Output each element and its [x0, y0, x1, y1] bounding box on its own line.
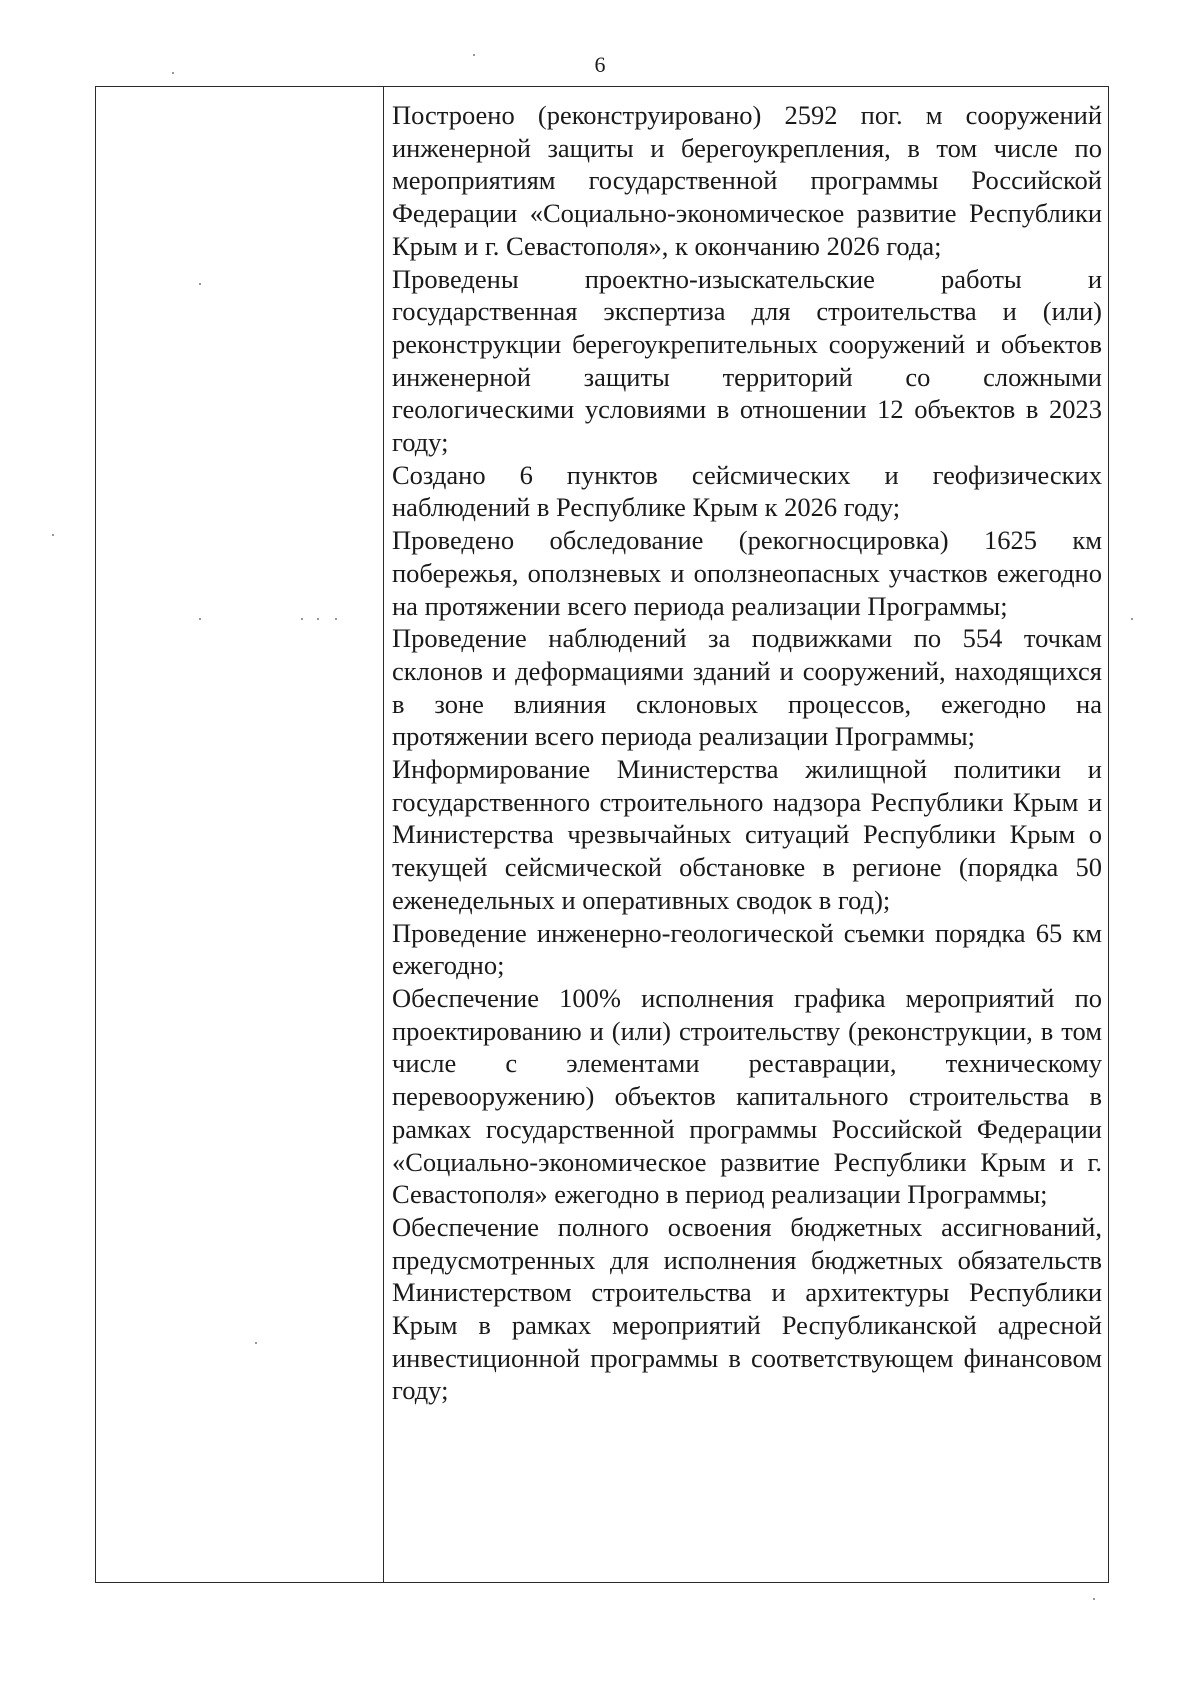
scan-speck [335, 618, 337, 620]
paragraph-ministry-informing: Информирование Министерства жилищной политики и государственного строительного надзора Республики Крым и Министерства чрезвычайных ситуаций Республики Крым о текущей сейсмической обстановке в регионе (порядка 50 еженедельных и оперативных сводок в год); [392, 754, 1102, 915]
paragraph-budget-spending: Обеспечение полного освоения бюджетных ассигнований, предусмотренных для исполнения бюджетных обязательств Министерством строительства и архитектуры Республики Крым в рамках мероприятий Республиканской адресной инвестиционной программы в соответствующем финансовом году; [392, 1211, 1102, 1406]
paragraph-schedule-execution: Обеспечение 100% исполнения графика мероприятий по проектированию и (или) строительству (реконструкции, в том числе с элементами реставрации, техническому перевооружению) объектов капитального строительства в рамках государственной программы Российской Федерации «Социально-экономическое развитие Республики Крым и г. Севастополя» ежегодно в период реализации Программы; [392, 982, 1102, 1210]
paragraph-shore-protection: Построено (реконструировано) 2592 пог. м сооружений инженерной защиты и берегоукрепления, в том числе по мероприятиям государственной программы Российской Федерации «Социально-экономическое развитие Республики Крым и г. Севастополя», к окончанию 2026 года; [392, 100, 1102, 261]
document-table [95, 86, 1109, 1583]
paragraph-geological-survey: Проведение инженерно-геологической съемки порядка 65 км ежегодно; [392, 917, 1102, 981]
paragraph-slope-monitoring: Проведение наблюдений за подвижками по 554 точкам склонов и деформациями зданий и сооружений, находящихся в зоне влияния склоновых процессов, ежегодно на протяжении всего периода реализации Программы; [392, 623, 1102, 752]
scan-speck [199, 618, 201, 620]
scan-speck [473, 54, 475, 56]
scan-speck [52, 534, 54, 536]
scan-speck [172, 72, 174, 74]
paragraph-survey-works: Проведены проектно-изыскательские работы и государственная экспертиза для строительства и (или) реконструкции берегоукрепительных сооружений и объектов инженерной защиты территорий со сложными геологическими условиями в отношении 12 объектов в 2023 году; [392, 263, 1102, 458]
paragraph-seismic-stations: Создано 6 пунктов сейсмических и геофизических наблюдений в Республике Крым к 2026 году; [392, 459, 1102, 523]
table-left-cell [96, 87, 384, 1582]
scan-speck [317, 618, 319, 620]
scan-speck [1093, 1598, 1095, 1600]
table-right-cell [384, 87, 1108, 1582]
scan-speck [1131, 618, 1133, 620]
scan-speck [199, 283, 201, 285]
scan-speck [255, 1342, 257, 1344]
page-number: 6 [594, 52, 606, 77]
scan-speck [301, 618, 303, 620]
paragraph-coast-inspection: Проведено обследование (рекогносцировка) 1625 км побережья, оползневых и оползнеопасных участков ежегодно на протяжении всего периода реализации Программы; [392, 525, 1102, 621]
